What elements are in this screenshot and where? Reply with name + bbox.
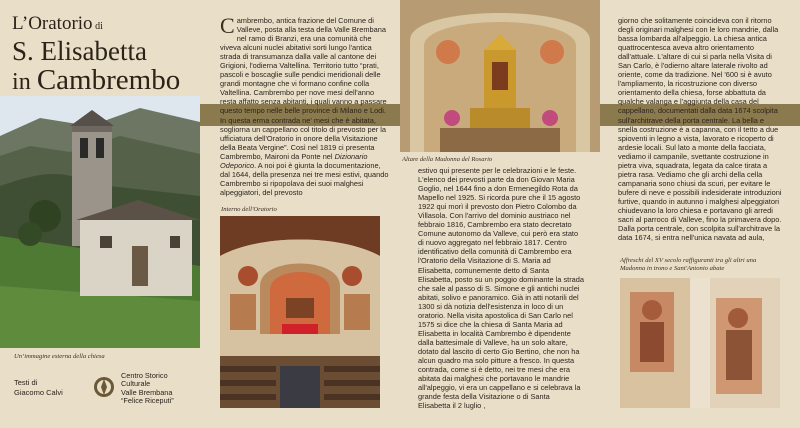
- interior-photo-caption: Interno dell'Oratorio: [221, 206, 277, 213]
- col4-paragraph: giorno che solitamente coincideva con il ritorno degli originari malghesi con le loro mandrie, dalla bassa lombarda all'alpeggio. La chiesa antica quattrocentesca aveva altro orientamento dall'attuale. L'altare di cui si parla nella Visita di San Carlo, è l'odierno altare laterale rivolto ad oriente, come da tradizione. Nel '600 si è avuto l'ampliamento, la ricostruzione con diverso orientamento della chiesa, forse abbattuta da qualche valanga e l'aggiunta della casa del cappellano, documentati dalla data 1674 scolpita sull'architrave della porta centrale. La bella e snella costruzione è a capanna, con il tetto a due spioventi in legno a vista, lavorato e ricoperto di ardesie locali. Sul lato a monte della facciata, vediamo il campanile, svettante costruzione in pietra viva, squadrata, legata da calce tirata a pietra rasa. Vediamo che gli archi della cella campanaria sono chiusi da scuri, per evitare le bufere di neve e possibili indesiderate introduzioni furtive, quando in autunno i malghesi alpeggiatori chiudevano la loro chiesa e portavano gli arredi sacri al parroco di Valleve, fino la primavera dopo. Dalla porta centrale, con scolpita sull'architrave la data 1674, si entra nell'unica navata ad aula,: [618, 16, 782, 243]
- credits-label: Testi di: [14, 378, 38, 387]
- text-column-2: [220, 13, 390, 197]
- col2-paragraph: ambrembo, antica frazione del Comune di Valleve, posta alla testa della Valle Brembana nel ramo di Branzi, era una comunità che viveva alcuni nuclei abitativi sorti lungo l'antica strada di transumanza dalla valle al cantone dei Grigioni, l'odierna Valtellina. Territorio tutto “prati, pascoli e boscaglie sulle pendici meridionali delle grandi montagne che vi formano confine colla Valtellina. Cambrembo per nove mesi dell'anno resta affatto senza abitanti, i quali vanno a passare questo tempo nelle belle province di Milano e Lodi. In questa erma contrada ne' mesi che è abitata, sogliorna un cappellano col titolo di prevosto per la ufficiatura dell'Oratorio in onore della Visitazione della Beata Vergine”. Così nel 1819 ci presenta Cambrembo, Maironi da Ponte nel: [220, 16, 387, 161]
- altar-photo-caption: Altare della Madonna del Rosario: [402, 156, 493, 163]
- centro-storico-logo: [93, 374, 115, 400]
- center-line-2: Culturale: [121, 379, 151, 389]
- text-column-3: [418, 166, 584, 410]
- drop-cap: C: [220, 13, 235, 38]
- title-line-3-small: in: [12, 68, 37, 95]
- altar-photo: [400, 0, 600, 152]
- col2-italic: Dizionario Odeporico: [220, 151, 368, 170]
- title-line-1-small: di: [92, 21, 103, 32]
- title-line-3: Cambrembo: [36, 64, 181, 96]
- title-line-1: L’Oratorio: [12, 13, 93, 34]
- text-column-4: [618, 16, 782, 242]
- frescoes-photo-caption: Affreschi del XV secolo raffiguranti tra gli altri una Madonna in trono e Sant'Antonio abate: [620, 257, 757, 272]
- frescoes-photo: [620, 278, 780, 408]
- page-title: [12, 14, 180, 97]
- interior-photo: [220, 216, 380, 408]
- centro-storico-name: [121, 372, 174, 405]
- col3-paragraph: estivo qui presente per le celebrazioni e le feste. L'elenco dei prevosti parte da don Giovan Maria Goglio, nel 1644 fino a don Ermenegildo Rota da Mapello nel 1925. Si ricorda pure che il 15 agosto 1922 qui morì il prevosto don Pietro Colombo da Villasola. Con l'arrivo del dominio austriaco nel febbraio 1816, Cambrembo era stato decretato Comune autonomo da Valleve, cui però era stato di nuovo aggregato nel febbraio 1817. Centro identificativo della comunità di Cambrembo era l'Oratorio della Visitazione di S. Maria ad Elisabetta, comunemente detto di Santa Elisabetta, posto su un poggio dominante la strada che sale al passo di S. Simone e gli antichi nuclei abitati, solivo e panoramico. Già in atti notarili del 1300 si dà notizia dell'esistenza in loco di un oratorio. Nella visita apostolica di San Carlo nel 1575 si dice che la chiesa di Santa Maria ad Elisabetta in località Cambrembo è dipendente dalla battesimale di Valleve, ha un solo altare, dotato dal lascito di certo Gio Bertino, che non ha alcun quadro ma solo pitture a fresco. In questa contrada, come si è detto, nei tre mesi che era abitata dai malghesi che portavano le mandrie all'alpeggio, vi era un cappellano e si celebrava la grande festa della Visitazione o di Santa Elisabetta il 2 luglio ,: [418, 166, 584, 411]
- center-line-3: Valle Brembana: [121, 387, 173, 397]
- credits-author: Giacomo Calvi: [14, 388, 63, 397]
- center-line-1: Centro Storico: [121, 371, 168, 380]
- center-line-4: “Felice Riceputi”: [121, 395, 174, 405]
- col2-paragraph-end: . A noi poi è giunta la documentazione, dal 1644, della presenza nei tre mesi estivi, quando Cambrembo si ripopolava dei suoi malghesi alpeggiatori, del prevosto: [220, 160, 389, 197]
- title-line-2: S. Elisabetta: [12, 36, 147, 66]
- church-exterior-photo: [0, 96, 200, 348]
- exterior-photo-caption: Un’immagine esterna della chiesa: [14, 353, 105, 360]
